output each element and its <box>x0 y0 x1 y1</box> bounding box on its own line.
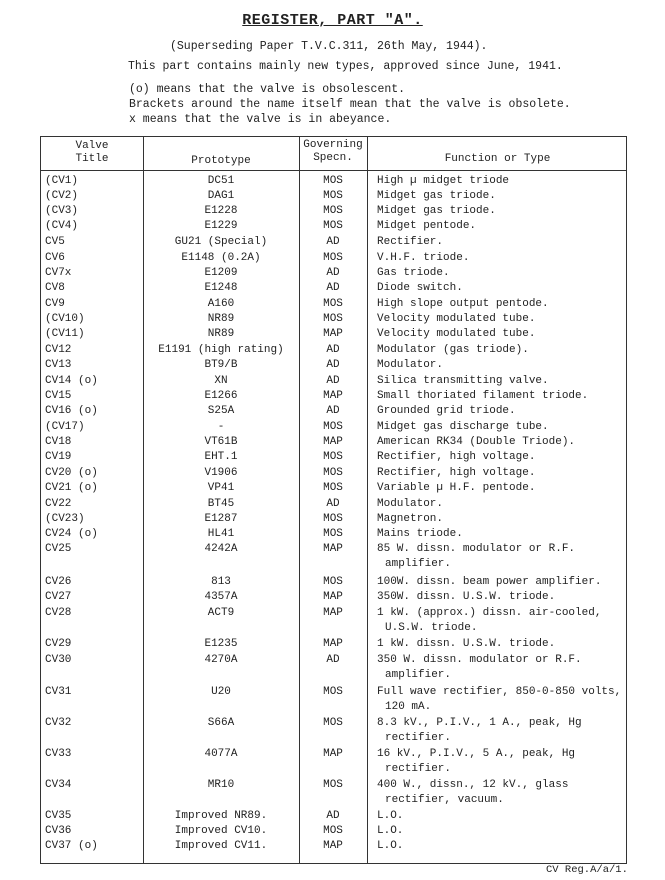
valve-title-cell: CV37 (o) <box>45 840 98 852</box>
valve-title-cell: CV32 <box>45 717 72 729</box>
function-cell: Rectifier. <box>377 236 444 248</box>
valve-title-cell: CV21 (o) <box>45 482 98 494</box>
governing-spec-cell: MOS <box>323 686 343 698</box>
function-cell: Modulator (gas triode). <box>377 344 529 356</box>
document-reference: CV Reg.A/a/1. <box>546 864 628 876</box>
function-continuation-cell: rectifier, vacuum. <box>385 794 504 806</box>
governing-spec-cell: MAP <box>323 607 343 619</box>
governing-spec-cell: MOS <box>323 779 343 791</box>
prototype-cell: BT9/B <box>204 359 238 371</box>
function-cell: 350W. dissn. U.S.W. triode. <box>377 591 556 603</box>
governing-spec-cell: MAP <box>323 543 343 555</box>
header-valve-title: Valve Title <box>75 140 109 165</box>
legend-obsolete: Brackets around the name itself mean that the valve is obsolete. <box>129 98 571 111</box>
function-cell: Magnetron. <box>377 513 444 525</box>
valve-title-cell: CV29 <box>45 638 72 650</box>
prototype-cell: E1191 (high rating) <box>158 344 284 356</box>
function-cell: Modulator. <box>377 359 444 371</box>
valve-title-cell: CV8 <box>45 282 65 294</box>
function-cell: V.H.F. triode. <box>377 252 470 264</box>
function-cell: Velocity modulated tube. <box>377 328 536 340</box>
prototype-cell: S25A <box>207 405 235 417</box>
prototype-cell: E1248 <box>204 282 238 294</box>
governing-spec-cell: MAP <box>323 591 343 603</box>
valve-register-table <box>40 136 627 864</box>
prototype-cell: 4357A <box>204 591 238 603</box>
header-governing-spec: Governing Specn. <box>303 139 363 164</box>
prototype-cell: GU21 (Special) <box>174 236 268 248</box>
valve-title-cell: CV31 <box>45 686 72 698</box>
function-cell: Midget gas triode. <box>377 205 496 217</box>
function-cell: Midget gas discharge tube. <box>377 421 549 433</box>
governing-spec-cell: MOS <box>323 482 343 494</box>
header-function: Function or Type <box>444 153 551 165</box>
governing-spec-cell: MAP <box>323 328 343 340</box>
valve-title-cell: CV15 <box>45 390 72 402</box>
valve-title-cell: CV28 <box>45 607 72 619</box>
legend-abeyance: x means that the valve is in abeyance. <box>129 113 392 126</box>
governing-spec-cell: MOS <box>323 467 343 479</box>
governing-spec-cell: MOS <box>323 825 343 837</box>
prototype-cell: ACT9 <box>207 607 235 619</box>
header-divider <box>41 170 626 171</box>
governing-spec-cell: MOS <box>323 205 343 217</box>
valve-title-cell: (CV23) <box>45 513 85 525</box>
function-continuation-cell: U.S.W. triode. <box>385 622 478 634</box>
governing-spec-cell: AD <box>326 654 340 666</box>
function-cell: L.O. <box>377 810 404 822</box>
governing-spec-cell: MOS <box>323 451 343 463</box>
function-cell: 16 kV., P.I.V., 5 A., peak, Hg <box>377 748 576 760</box>
function-cell: Small thoriated filament triode. <box>377 390 589 402</box>
prototype-cell: BT45 <box>207 498 235 510</box>
governing-spec-cell: MOS <box>323 220 343 232</box>
prototype-cell: 4077A <box>204 748 238 760</box>
function-cell: 1 kW. (approx.) dissn. air-cooled, <box>377 607 602 619</box>
governing-spec-cell: MOS <box>323 576 343 588</box>
prototype-cell: XN <box>214 375 228 387</box>
valve-title-cell: CV35 <box>45 810 72 822</box>
prototype-cell: U20 <box>211 686 231 698</box>
prototype-cell: Improved NR89. <box>174 810 268 822</box>
valve-title-cell: CV26 <box>45 576 72 588</box>
valve-title-cell: CV19 <box>45 451 72 463</box>
valve-title-cell: (CV1) <box>45 175 79 187</box>
valve-title-cell: CV27 <box>45 591 72 603</box>
governing-spec-cell: AD <box>326 405 340 417</box>
contents-note: This part contains mainly new types, approved since June, 1941. <box>128 60 563 73</box>
function-cell: 85 W. dissn. modulator or R.F. <box>377 543 576 555</box>
valve-title-cell: CV6 <box>45 252 65 264</box>
governing-spec-cell: MAP <box>323 436 343 448</box>
prototype-cell: E1148 (0.2A) <box>181 252 261 264</box>
governing-spec-cell: MOS <box>323 190 343 202</box>
governing-spec-cell: AD <box>326 375 340 387</box>
prototype-cell: E1235 <box>204 638 238 650</box>
valve-title-cell: CV13 <box>45 359 72 371</box>
function-continuation-cell: amplifier. <box>385 558 452 570</box>
governing-spec-cell: AD <box>326 236 340 248</box>
function-cell: Mains triode. <box>377 528 463 540</box>
function-cell: 8.3 kV., P.I.V., 1 A., peak, Hg <box>377 717 582 729</box>
governing-spec-cell: MOS <box>323 421 343 433</box>
function-cell: Midget gas triode. <box>377 190 496 202</box>
prototype-cell: DC51 <box>207 175 235 187</box>
function-cell: Diode switch. <box>377 282 463 294</box>
governing-spec-cell: MOS <box>323 717 343 729</box>
function-cell: Modulator. <box>377 498 444 510</box>
prototype-cell: VP41 <box>207 482 235 494</box>
prototype-cell: Improved CV10. <box>174 825 268 837</box>
function-cell: Velocity modulated tube. <box>377 313 536 325</box>
valve-title-cell: (CV17) <box>45 421 85 433</box>
column-divider <box>367 137 368 863</box>
prototype-cell: - <box>217 421 225 433</box>
header-prototype: Prototype <box>191 155 251 167</box>
governing-spec-cell: MAP <box>323 390 343 402</box>
prototype-cell: MR10 <box>207 779 235 791</box>
prototype-cell: 4270A <box>204 654 238 666</box>
governing-spec-cell: MOS <box>323 313 343 325</box>
valve-title-cell: (CV3) <box>45 205 79 217</box>
valve-title-cell: (CV11) <box>45 328 85 340</box>
prototype-cell: HL41 <box>207 528 235 540</box>
prototype-cell: S66A <box>207 717 235 729</box>
prototype-cell: NR89 <box>207 328 235 340</box>
legend-obsolescent: (o) means that the valve is obsolescent. <box>129 83 406 96</box>
function-cell: 350 W. dissn. modulator or R.F. <box>377 654 582 666</box>
valve-title-cell: CV20 (o) <box>45 467 98 479</box>
function-continuation-cell: amplifier. <box>385 669 452 681</box>
valve-title-cell: (CV4) <box>45 220 79 232</box>
function-cell: 1 kW. dissn. U.S.W. triode. <box>377 638 556 650</box>
governing-spec-cell: AD <box>326 810 340 822</box>
prototype-cell: EHT.1 <box>204 451 238 463</box>
function-cell: Grounded grid triode. <box>377 405 516 417</box>
function-cell: Rectifier, high voltage. <box>377 467 536 479</box>
prototype-cell: 4242A <box>204 543 238 555</box>
governing-spec-cell: MOS <box>323 513 343 525</box>
prototype-cell: DAG1 <box>207 190 235 202</box>
function-cell: Gas triode. <box>377 267 450 279</box>
valve-title-cell: CV16 (o) <box>45 405 98 417</box>
governing-spec-cell: MOS <box>323 528 343 540</box>
function-cell: Rectifier, high voltage. <box>377 451 536 463</box>
valve-title-cell: CV18 <box>45 436 72 448</box>
prototype-cell: 813 <box>211 576 231 588</box>
superseding-note: (Superseding Paper T.V.C.311, 26th May, 1944). <box>170 40 488 53</box>
prototype-cell: E1228 <box>204 205 238 217</box>
governing-spec-cell: AD <box>326 359 340 371</box>
valve-title-cell: CV25 <box>45 543 72 555</box>
prototype-cell: E1229 <box>204 220 238 232</box>
function-cell: L.O. <box>377 840 404 852</box>
function-continuation-cell: rectifier. <box>385 732 452 744</box>
governing-spec-cell: MOS <box>323 252 343 264</box>
valve-title-cell: CV22 <box>45 498 72 510</box>
prototype-cell: NR89 <box>207 313 235 325</box>
function-cell: L.O. <box>377 825 404 837</box>
governing-spec-cell: AD <box>326 267 340 279</box>
function-cell: 100W. dissn. beam power amplifier. <box>377 576 602 588</box>
valve-title-cell: CV7x <box>45 267 72 279</box>
function-cell: 400 W., dissn., 12 kV., glass <box>377 779 569 791</box>
function-cell: High µ midget triode <box>377 175 510 187</box>
valve-title-cell: CV33 <box>45 748 72 760</box>
function-cell: Midget pentode. <box>377 220 477 232</box>
function-cell: High slope output pentode. <box>377 298 549 310</box>
governing-spec-cell: AD <box>326 344 340 356</box>
valve-title-cell: CV5 <box>45 236 65 248</box>
prototype-cell: VT61B <box>204 436 238 448</box>
governing-spec-cell: MOS <box>323 298 343 310</box>
valve-title-cell: CV12 <box>45 344 72 356</box>
valve-title-cell: CV36 <box>45 825 72 837</box>
governing-spec-cell: MOS <box>323 175 343 187</box>
valve-title-cell: CV34 <box>45 779 72 791</box>
governing-spec-cell: AD <box>326 282 340 294</box>
page-title: REGISTER, PART "A". <box>242 12 423 29</box>
governing-spec-cell: AD <box>326 498 340 510</box>
function-continuation-cell: 120 mA. <box>385 701 432 713</box>
valve-title-cell: CV30 <box>45 654 72 666</box>
valve-title-cell: (CV2) <box>45 190 79 202</box>
function-cell: Full wave rectifier, 850-0-850 volts, <box>377 686 622 698</box>
prototype-cell: E1266 <box>204 390 238 402</box>
prototype-cell: A160 <box>207 298 235 310</box>
valve-title-cell: (CV10) <box>45 313 85 325</box>
function-cell: American RK34 (Double Triode). <box>377 436 576 448</box>
governing-spec-cell: MAP <box>323 638 343 650</box>
prototype-cell: E1209 <box>204 267 238 279</box>
prototype-cell: E1287 <box>204 513 238 525</box>
valve-title-cell: CV9 <box>45 298 65 310</box>
governing-spec-cell: MAP <box>323 840 343 852</box>
function-cell: Silica transmitting valve. <box>377 375 549 387</box>
function-cell: Variable µ H.F. pentode. <box>377 482 536 494</box>
valve-title-cell: CV24 (o) <box>45 528 98 540</box>
function-continuation-cell: rectifier. <box>385 763 452 775</box>
governing-spec-cell: MAP <box>323 748 343 760</box>
prototype-cell: Improved CV11. <box>174 840 268 852</box>
valve-title-cell: CV14 (o) <box>45 375 98 387</box>
prototype-cell: V1906 <box>204 467 238 479</box>
